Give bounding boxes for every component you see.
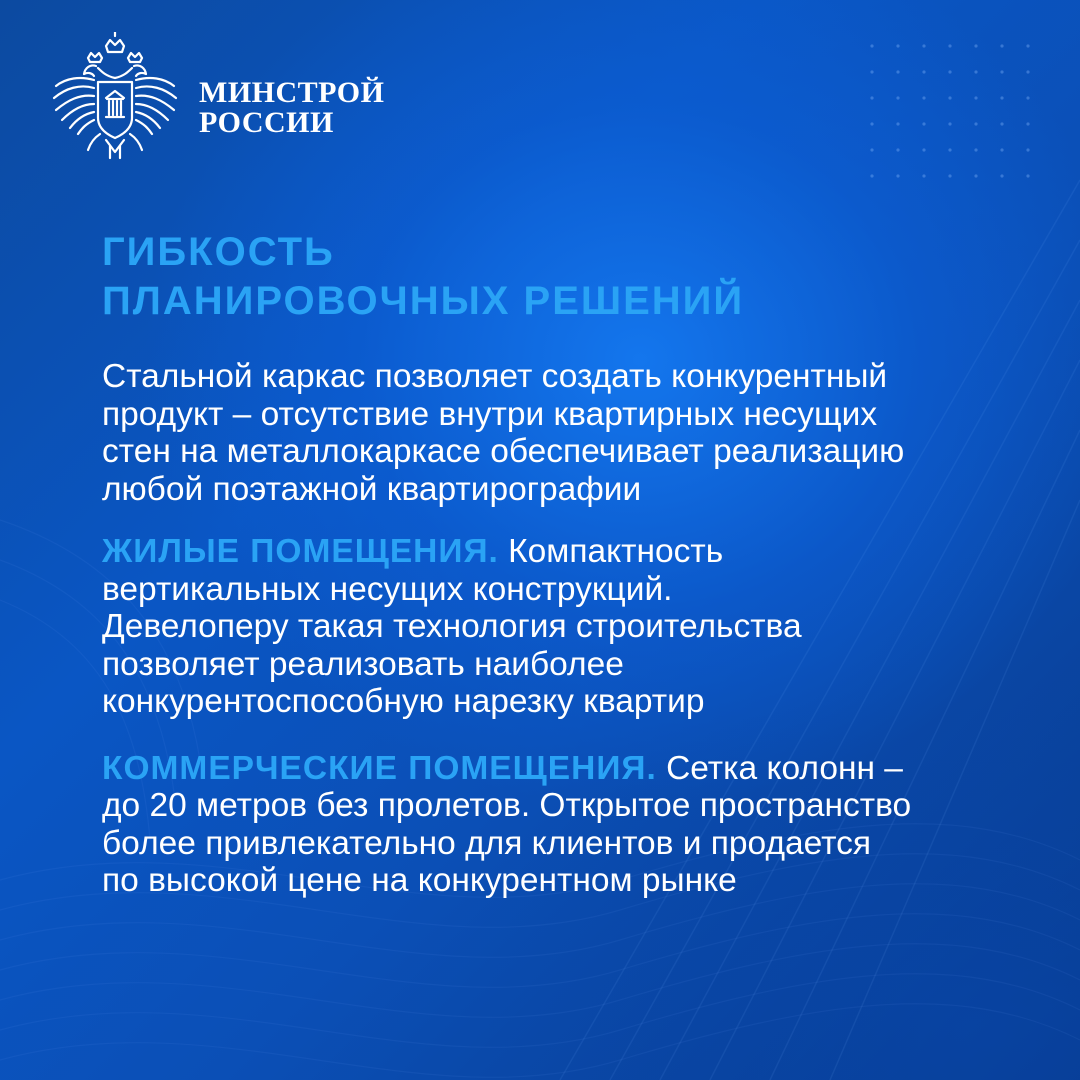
text-line: позволяет реализовать наиболее: [102, 645, 624, 683]
ministry-wordmark: [199, 78, 384, 138]
text-line: более привлекательно для клиентов и продается: [102, 824, 872, 862]
residential-heading: ЖИЛЫЕ ПОМЕЩЕНИЯ.: [102, 533, 499, 570]
text-line: до 20 метров без пролетов. Открытое пространство: [102, 787, 912, 824]
commercial-heading: КОММЕРЧЕСКИЕ ПОМЕЩЕНИЯ.: [102, 749, 657, 787]
text-line: конкурентоспособную нарезку квартир: [102, 683, 705, 720]
text-line: по высокой цене на конкурентном рынке: [102, 862, 737, 899]
text-line: продукт – отсутствие внутри квартирных несущих: [102, 395, 878, 433]
title-line-2: ПЛАНИРОВОЧНЫХ РЕШЕНИЙ: [102, 279, 745, 323]
text-line: вертикальных несущих конструкций.: [102, 570, 673, 608]
main-content: [102, 228, 1032, 900]
title-line-1: ГИБКОСТЬ: [102, 230, 335, 274]
commercial-paragraph: [102, 750, 1032, 900]
text-line: Стальной каркас позволяет создать конкурентный: [102, 358, 888, 395]
text-line: Компактность: [498, 533, 724, 570]
ministry-name-line-2: РОССИИ: [199, 106, 334, 139]
residential-paragraph: [102, 533, 1032, 721]
text-line: Девелоперу такая технология строительства: [102, 608, 802, 645]
text-line: стен на металлокаркасе обеспечивает реализацию: [102, 433, 905, 470]
intro-paragraph: [102, 358, 1032, 508]
text-line: Сетка колонн –: [656, 749, 903, 787]
ministry-name-line-1: МИНСТРОЙ: [199, 76, 385, 109]
page-title: [102, 228, 1032, 326]
text-line: любой поэтажной квартирографии: [102, 470, 642, 508]
double-headed-eagle-emblem-icon: [50, 32, 180, 164]
